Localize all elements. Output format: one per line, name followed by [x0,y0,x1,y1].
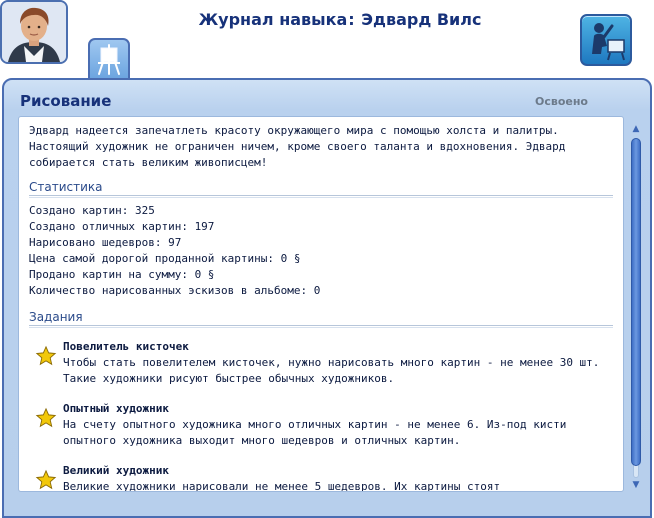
task-name: Опытный художник [63,402,169,415]
skill-content-scroll-area[interactable] [18,116,624,492]
task-item [29,401,613,449]
stat-most-expensive: Цена самой дорогой проданной картины: 0 § [29,252,301,265]
stat-paintings-created: Создано картин: 325 [29,204,155,217]
task-description: Великие художники нарисовали не менее 5 шедевров. Их картины стоят [63,480,501,492]
title-prefix: Журнал навыка [198,10,348,29]
scroll-up-icon[interactable]: ▲ [632,124,640,134]
task-description: Чтобы стать повелителем кисточек, нужно нарисовать много картин - не менее 30 шт. Такие художники рисуют быстрее обычных художников. [63,356,600,385]
stat-sketches: Количество нарисованных эскизов в альбоме: 0 [29,284,321,297]
task-name: Повелитель кисточек [63,340,189,353]
sim-avatar[interactable] [0,0,68,64]
skill-status-badge: Освоено [534,95,588,108]
star-icon [35,407,57,429]
task-description: На счету опытного художника много отличных картин - не менее 6. Из-под кисти опытного художника выходит много шедевров и отличных картин. [63,418,567,447]
tab-painting-skill[interactable] [88,38,130,80]
stats-heading: Статистика [29,179,613,199]
skill-description: Эдвард надеется запечатлеть красоту окружающего мира с помощью холста и палитры. Настоящий художник не ограничен ничем, кроме своего таланта и вдохновения. Эдвард собирается стать великим живописцем! [29,124,566,169]
skill-journal-panel [2,78,652,518]
window-title [150,10,530,29]
stat-masterpieces: Нарисовано шедевров: 97 [29,236,182,249]
easel-icon [90,40,128,78]
task-name: Великий художник [63,464,169,477]
task-item [29,463,613,492]
star-icon [35,469,57,491]
stats-list [29,203,613,299]
stat-great-paintings: Создано отличных картин: 197 [29,220,215,233]
career-painter-icon [582,16,630,64]
content-scrollbar[interactable] [630,124,642,490]
career-painter-button[interactable] [580,14,632,66]
tasks-heading: Задания [29,309,613,329]
scrollbar-thumb[interactable] [631,138,641,466]
title-separator: : [348,10,355,29]
scroll-down-icon[interactable]: ▼ [632,480,640,490]
star-icon [35,345,57,367]
sim-name: Эдвард Вилс [361,10,482,29]
stat-total-sold: Продано картин на сумму: 0 § [29,268,215,281]
sim-portrait-icon [2,2,66,62]
skill-name: Рисование [20,92,112,110]
task-item [29,339,613,387]
